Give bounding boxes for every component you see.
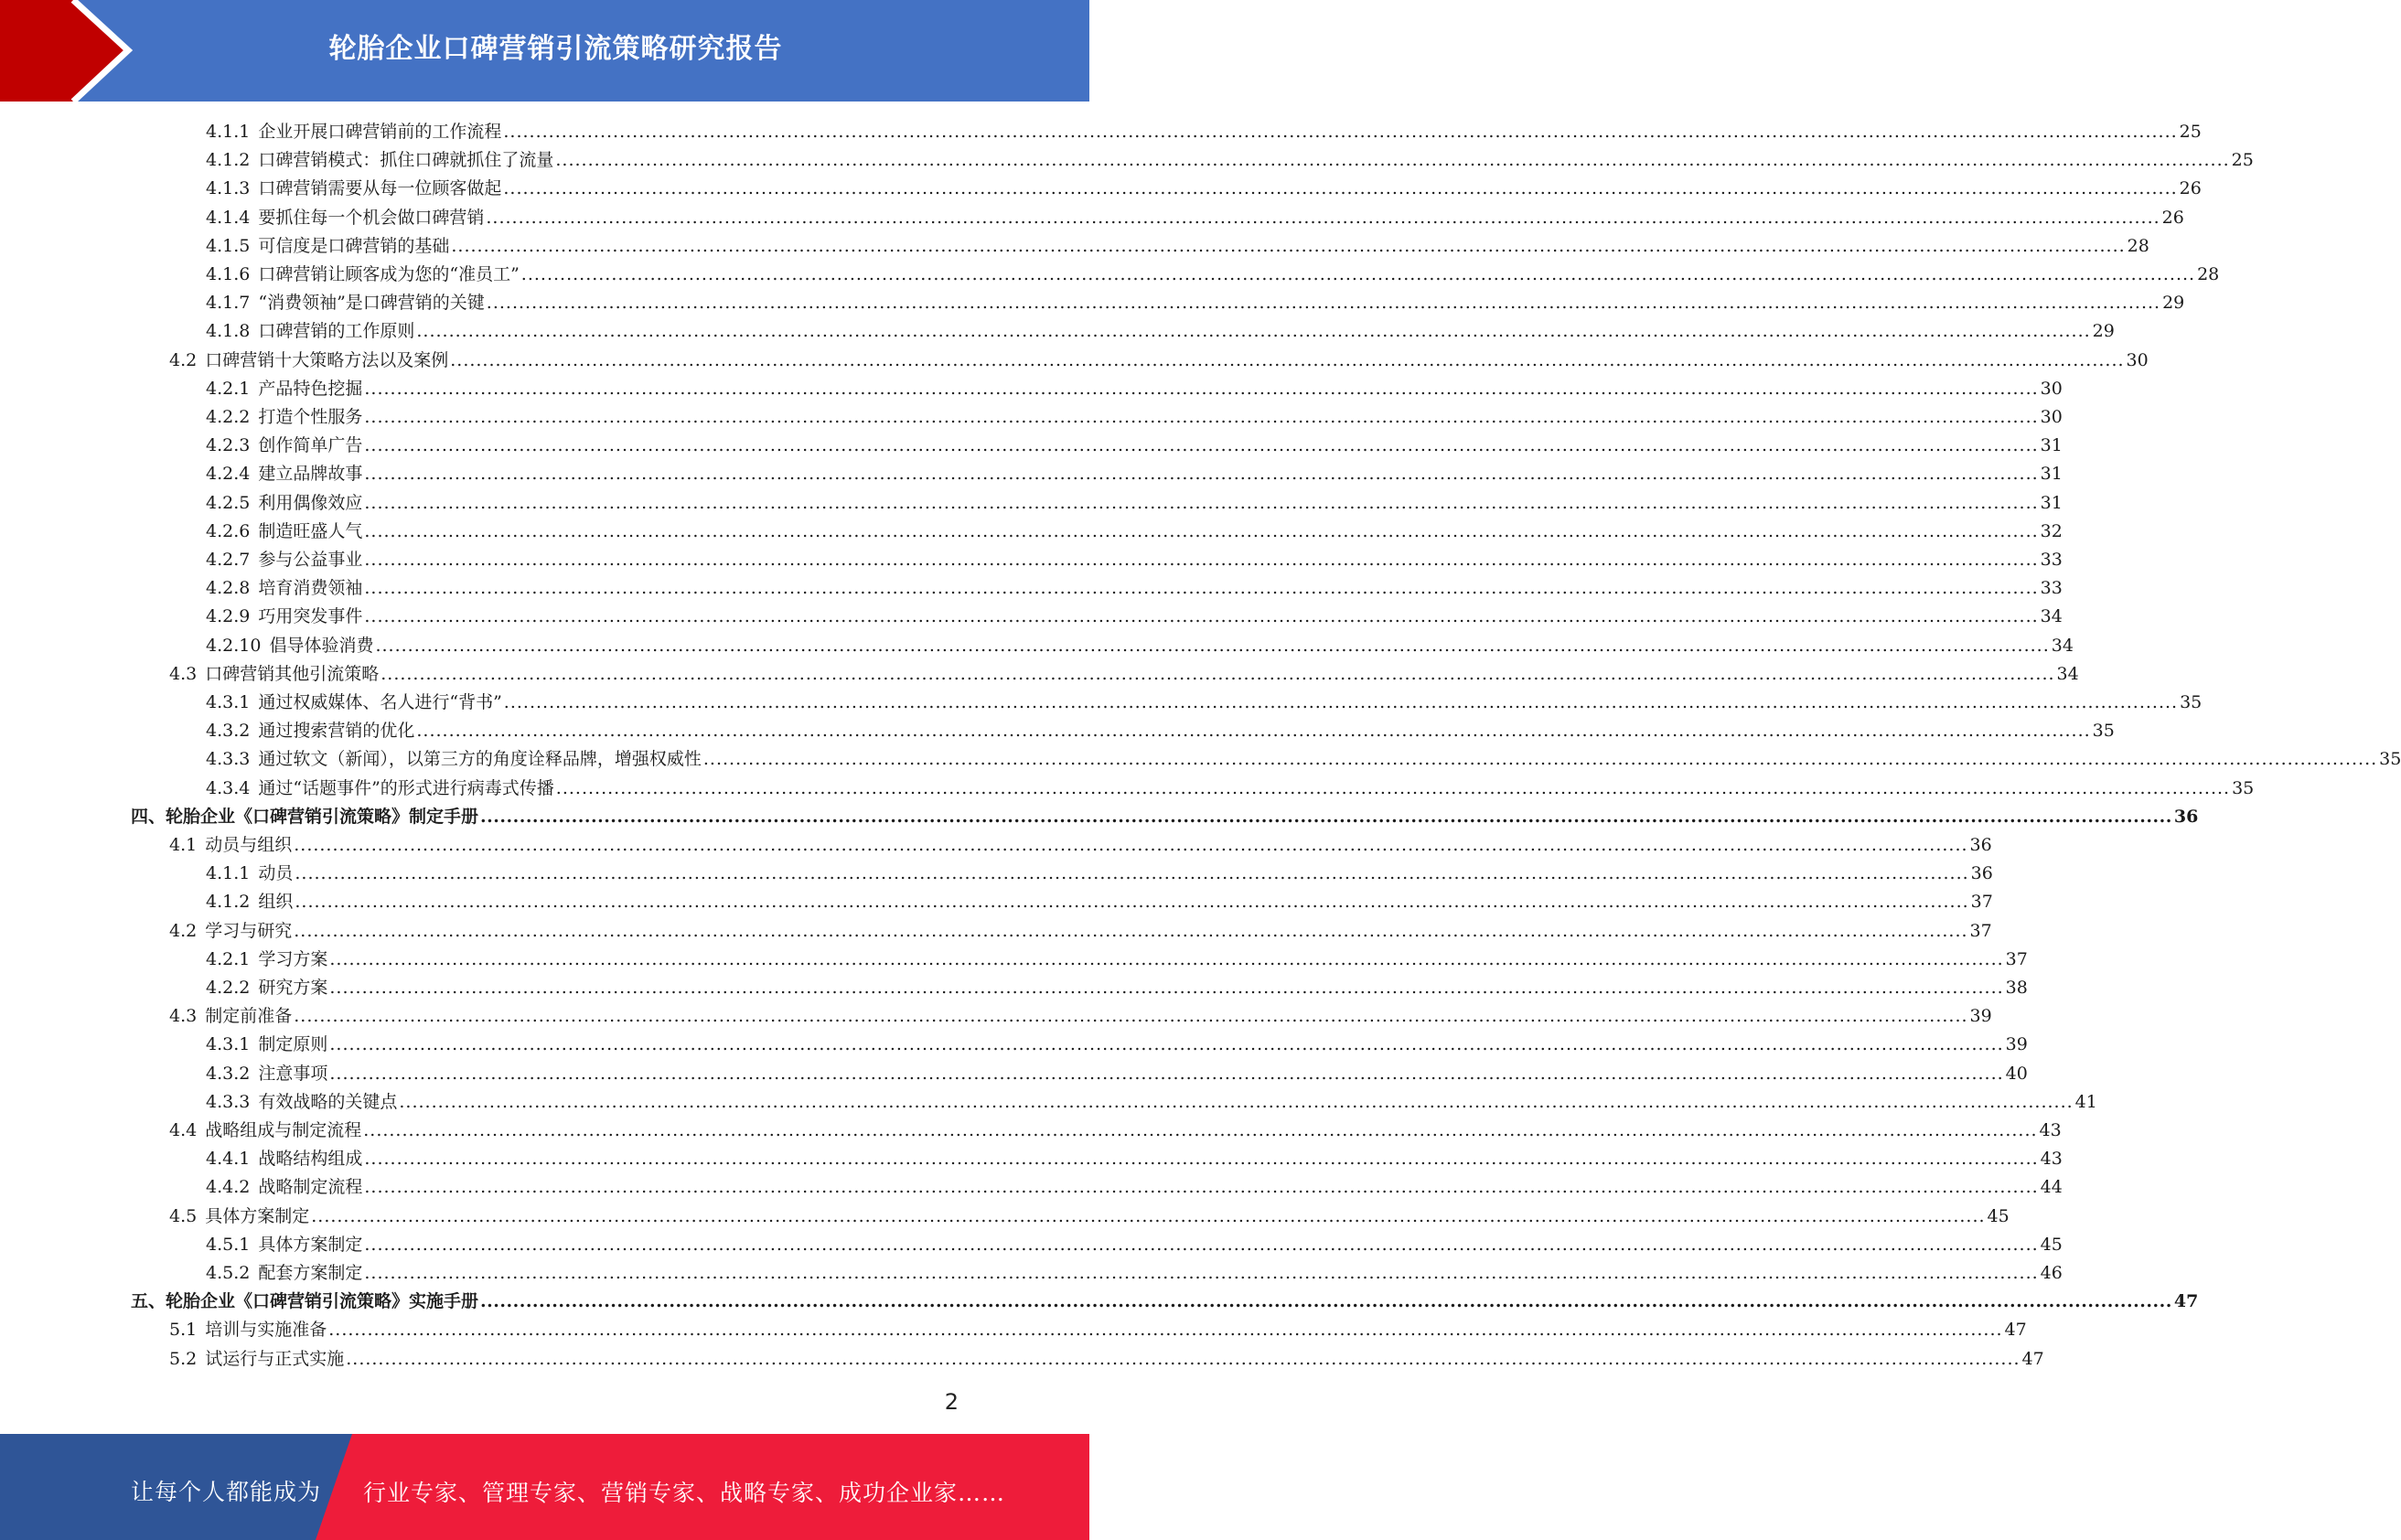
toc-entry[interactable] [206, 1228, 2063, 1256]
toc-entry-page: 31 [2040, 492, 2063, 513]
toc-entry-label: 战略制定流程 [258, 1177, 363, 1198]
toc-dot-leader: .................................................................................................................................................................................................................................................................... [329, 1063, 2004, 1084]
toc-entry-number: 5.2 [169, 1348, 198, 1369]
toc-dot-leader: .................................................................................................................................................................................................................................................................... [311, 1205, 1986, 1226]
toc-entry-label: 注意事项 [258, 1063, 328, 1084]
toc-entry-page: 25 [2179, 122, 2202, 142]
toc-entry-label: 四、轮胎企业《口碑营销引流策略》制定手册 [131, 806, 479, 827]
toc-entry[interactable] [206, 429, 2063, 456]
toc-entry-label: 企业开展口碑营销前的工作流程 [258, 122, 502, 142]
toc-entry-page: 35 [2180, 692, 2203, 712]
toc-entry-number: 5.1 [169, 1320, 198, 1341]
toc-entry-page: 46 [2040, 1263, 2063, 1283]
toc-entry-number: 4.2.3 [206, 435, 251, 456]
toc-entry-page: 47 [2173, 1291, 2199, 1312]
toc-dot-leader: .................................................................................................................................................................................................................................................................... [503, 122, 2178, 142]
toc-entry-number: 4.2.2 [206, 978, 251, 998]
toc-entry[interactable] [169, 1000, 1992, 1027]
toc-dot-leader: .................................................................................................................................................................................................................................................................... [294, 1006, 1968, 1027]
toc-entry[interactable] [206, 572, 2063, 599]
toc-dot-leader: .................................................................................................................................................................................................................................................................... [364, 407, 2039, 427]
toc-entry[interactable] [206, 1257, 2063, 1284]
toc-entry[interactable] [206, 1171, 2063, 1198]
toc-entry-number: 4.3.3 [206, 1091, 251, 1112]
toc-entry-label: 创作简单广告 [258, 435, 363, 456]
toc-entry-number: 4.3 [169, 663, 198, 684]
toc-entry-number: 4.3.1 [206, 692, 251, 712]
toc-entry[interactable] [206, 1142, 2063, 1170]
toc-dot-leader: .................................................................................................................................................................................................................................................................... [294, 835, 1968, 855]
toc-entry-label: 学习方案 [258, 948, 328, 969]
toc-entry[interactable] [206, 315, 2115, 342]
toc-entry-page: 43 [2039, 1120, 2062, 1140]
toc-entry-label: 战略结构组成 [258, 1149, 363, 1170]
toc-dot-leader: .................................................................................................................................................................................................................................................................... [416, 721, 2091, 742]
toc-entry-number: 4.2.6 [206, 520, 251, 541]
toc-dot-leader: .................................................................................................................................................................................................................................................................... [555, 150, 2230, 171]
toc-entry[interactable] [206, 401, 2063, 428]
toc-entry-label: 口碑营销需要从每一位顾客做起 [258, 178, 502, 199]
toc-dot-leader: .................................................................................................................................................................................................................................................................... [486, 293, 2161, 314]
toc-dot-leader: .................................................................................................................................................................................................................................................................... [329, 1034, 2004, 1055]
toc-entry[interactable] [169, 829, 1992, 856]
toc-entry-label: 配套方案制定 [258, 1263, 363, 1283]
toc-entry-number: 4.2.9 [206, 606, 251, 627]
toc-entry-page: 40 [2005, 1063, 2028, 1084]
toc-entry-label: 动员与组织 [205, 835, 293, 855]
toc-entry[interactable] [206, 772, 2255, 799]
toc-dot-leader: .................................................................................................................................................................................................................................................................... [364, 378, 2039, 399]
toc-entry-page: 30 [2126, 349, 2149, 370]
toc-entry-label: 产品特色挖掘 [258, 378, 363, 399]
toc-dot-leader: .................................................................................................................................................................................................................................................................... [486, 207, 2160, 228]
toc-dot-leader: .................................................................................................................................................................................................................................................................... [364, 550, 2039, 570]
toc-entry-label: 动员 [258, 863, 294, 884]
toc-dot-leader: .................................................................................................................................................................................................................................................................... [520, 264, 2196, 284]
toc-entry-page: 43 [2040, 1149, 2063, 1170]
toc-entry[interactable] [131, 800, 2199, 828]
toc-entry[interactable] [206, 971, 2028, 999]
toc-dot-leader: .................................................................................................................................................................................................................................................................... [364, 578, 2039, 599]
toc-entry[interactable] [131, 1285, 2199, 1312]
toc-dot-leader: .................................................................................................................................................................................................................................................................... [503, 692, 2179, 712]
toc-entry[interactable] [206, 372, 2063, 400]
toc-entry-page: 39 [1969, 1006, 1992, 1027]
toc-entry-page: 30 [2040, 378, 2063, 399]
toc-entry-label: 制定前准备 [205, 1006, 293, 1027]
toc-entry-label: 参与公益事业 [258, 550, 363, 570]
toc-entry-page: 47 [2021, 1348, 2044, 1369]
toc-dot-leader: .................................................................................................................................................................................................................................................................... [364, 520, 2039, 541]
toc-entry-number: 4.2.4 [206, 464, 251, 485]
toc-entry-page: 33 [2040, 550, 2063, 570]
toc-entry[interactable] [206, 115, 2202, 143]
toc-entry-label: 有效战略的关键点 [258, 1091, 398, 1112]
toc-entry-number: 4.3.2 [206, 721, 251, 742]
toc-entry-number: 4.1.4 [206, 207, 251, 228]
toc-entry[interactable] [206, 201, 2184, 229]
toc-dot-leader: .................................................................................................................................................................................................................................................................... [364, 1263, 2039, 1283]
toc-entry[interactable] [206, 1057, 2028, 1085]
toc-entry-number: 4.2.1 [206, 378, 251, 399]
toc-entry-number: 4.1.1 [206, 863, 251, 884]
toc-entry-number: 4.2.2 [206, 407, 251, 427]
toc-entry-page: 26 [2179, 178, 2202, 199]
toc-entry-label: 培育消费领袖 [258, 578, 363, 599]
toc-entry[interactable] [169, 1313, 2027, 1341]
toc-entry[interactable] [169, 1200, 2010, 1227]
page-number: 2 [944, 1389, 959, 1415]
toc-dot-leader: .................................................................................................................................................................................................................................................................... [346, 1348, 2020, 1369]
toc-entry-page: 35 [2379, 749, 2401, 770]
toc-entry-label: 学习与研究 [205, 920, 293, 941]
toc-entry-label: “消费领袖”是口碑营销的关键 [258, 293, 485, 314]
toc-entry-page: 32 [2040, 520, 2063, 541]
toc-entry-page: 31 [2040, 464, 2063, 485]
toc-entry-number: 4.5.1 [206, 1234, 251, 1255]
footer-slogan-left: 让每个人都能成为 [131, 1479, 322, 1505]
toc-entry-label: 战略组成与制定流程 [205, 1120, 362, 1140]
toc-entry-number: 4.3 [169, 1006, 198, 1027]
toc-entry-page: 28 [2197, 264, 2220, 284]
toc-entry-number: 4.1.5 [206, 235, 251, 256]
toc-entry[interactable] [169, 1342, 2044, 1370]
toc-entry-page: 31 [2040, 435, 2063, 456]
toc-dot-leader: .................................................................................................................................................................................................................................................................... [480, 1291, 2172, 1312]
report-title: 轮胎企业口碑营销引流策略研究报告 [328, 33, 783, 65]
toc-entry[interactable] [206, 1028, 2028, 1055]
toc-entry-number: 4.2.10 [206, 635, 262, 656]
toc-dot-leader: .................................................................................................................................................................................................................................................................... [364, 492, 2039, 513]
toc-dot-leader: .................................................................................................................................................................................................................................................................... [294, 920, 1968, 941]
toc-entry-number: 4.1.7 [206, 293, 251, 314]
toc-entry[interactable] [206, 515, 2063, 542]
page-header [0, 0, 1089, 102]
toc-entry-label: 五、轮胎企业《口碑营销引流策略》实施手册 [131, 1291, 479, 1312]
toc-dot-leader: .................................................................................................................................................................................................................................................................... [450, 349, 2125, 370]
toc-entry[interactable] [206, 1085, 2097, 1113]
toc-entry-label: 研究方案 [258, 978, 328, 998]
toc-entry-page: 26 [2161, 207, 2184, 228]
toc-entry-number: 4.3.2 [206, 1063, 251, 1084]
toc-entry-number: 4.1.8 [206, 321, 251, 342]
toc-dot-leader: .................................................................................................................................................................................................................................................................... [555, 777, 2231, 798]
toc-entry-number: 4.2 [169, 349, 198, 370]
toc-entry-page: 39 [2005, 1034, 2028, 1055]
toc-entry-page: 35 [2232, 777, 2255, 798]
toc-entry-page: 33 [2040, 578, 2063, 599]
toc-dot-leader: .................................................................................................................................................................................................................................................................... [328, 1320, 2003, 1341]
toc-entry[interactable] [206, 230, 2149, 257]
toc-entry[interactable] [206, 857, 1993, 884]
toc-entry[interactable] [206, 743, 2401, 770]
toc-entry-number: 4.1.2 [206, 892, 251, 913]
toc-dot-leader: .................................................................................................................................................................................................................................................................... [702, 749, 2378, 770]
toc-dot-leader: .................................................................................................................................................................................................................................................................... [295, 863, 1969, 884]
toc-entry-page: 36 [1970, 863, 1993, 884]
toc-dot-leader: .................................................................................................................................................................................................................................................................... [295, 892, 1969, 913]
toc-entry-label: 口碑营销的工作原则 [258, 321, 415, 342]
toc-entry-number: 4.4.1 [206, 1149, 251, 1170]
toc-entry[interactable] [206, 172, 2202, 199]
toc-entry[interactable] [206, 457, 2063, 485]
toc-entry-number: 4.5 [169, 1205, 198, 1226]
toc-entry-number: 4.1 [169, 835, 198, 855]
toc-dot-leader: .................................................................................................................................................................................................................................................................... [364, 1234, 2039, 1255]
toc-entry-label: 口碑营销十大策略方法以及案例 [205, 349, 449, 370]
toc-entry-label: 要抓住每一个机会做口碑营销 [258, 207, 485, 228]
toc-entry-number: 4.3.1 [206, 1034, 251, 1055]
toc-dot-leader: .................................................................................................................................................................................................................................................................... [363, 1120, 2038, 1140]
toc-entry-number: 4.3.3 [206, 749, 251, 770]
toc-dot-leader: .................................................................................................................................................................................................................................................................... [503, 178, 2178, 199]
toc-entry-number: 4.4.2 [206, 1177, 251, 1198]
toc-entry-label: 培训与实施准备 [205, 1320, 327, 1341]
toc-entry[interactable] [169, 1114, 2062, 1141]
toc-entry-label: 具体方案制定 [258, 1234, 363, 1255]
toc-entry-number: 4.1.2 [206, 150, 251, 171]
toc-entry-label: 具体方案制定 [205, 1205, 310, 1226]
toc-entry-label: 试运行与正式实施 [205, 1348, 345, 1369]
toc-entry-label: 通过搜索营销的优化 [258, 721, 415, 742]
toc-entry-page: 45 [1987, 1205, 2010, 1226]
toc-entry-label: 组织 [258, 892, 294, 913]
toc-entry-label: 打造个性服务 [258, 407, 363, 427]
toc-entry-number: 4.4 [169, 1120, 198, 1140]
toc-dot-leader: .................................................................................................................................................................................................................................................................... [329, 978, 2004, 998]
toc-entry[interactable] [206, 885, 1993, 913]
toc-entry-page: 38 [2005, 978, 2028, 998]
toc-entry-number: 4.2 [169, 920, 198, 941]
toc-dot-leader: .................................................................................................................................................................................................................................................................... [364, 435, 2039, 456]
toc-entry-label: 可信度是口碑营销的基础 [258, 235, 450, 256]
toc-entry-page: 47 [2004, 1320, 2027, 1341]
toc-entry-label: 口碑营销让顾客成为您的“准员工” [258, 264, 520, 284]
toc-dot-leader: .................................................................................................................................................................................................................................................................... [375, 635, 2050, 656]
toc-entry-number: 4.1.1 [206, 122, 251, 142]
toc-dot-leader: .................................................................................................................................................................................................................................................................... [416, 321, 2091, 342]
toc-entry-label: 建立品牌故事 [258, 464, 363, 485]
toc-entry[interactable] [206, 686, 2203, 713]
toc-entry-label: 制造旺盛人气 [258, 520, 363, 541]
toc-entry-page: 45 [2040, 1234, 2063, 1255]
toc-entry-page: 29 [2162, 293, 2185, 314]
toc-entry[interactable] [206, 487, 2063, 514]
toc-entry-label: 倡导体验消费 [269, 635, 374, 656]
toc-entry-page: 30 [2040, 407, 2063, 427]
toc-entry-label: 口碑营销模式：抓住口碑就抓住了流量 [258, 150, 554, 171]
toc-entry-number: 4.1.3 [206, 178, 251, 199]
toc-entry-page: 34 [2056, 663, 2079, 684]
toc-entry-number: 4.1.6 [206, 264, 251, 284]
toc-entry-page: 37 [1970, 892, 1993, 913]
toc-entry-label: 巧用突发事件 [258, 606, 363, 627]
toc-entry-page: 37 [2005, 948, 2028, 969]
toc-entry-number: 4.2.1 [206, 948, 251, 969]
toc-entry-label: 通过权威媒体、名人进行“背书” [258, 692, 502, 712]
toc-entry-page: 29 [2092, 321, 2115, 342]
toc-entry-number: 4.2.8 [206, 578, 251, 599]
toc-entry-page: 25 [2231, 150, 2254, 171]
toc-dot-leader: .................................................................................................................................................................................................................................................................... [364, 464, 2039, 485]
footer-slogan-right: 行业专家、管理专家、营销专家、战略专家、成功企业家…… [363, 1480, 1006, 1506]
toc-entry[interactable] [169, 914, 1992, 942]
toc-entry-page: 36 [2173, 806, 2199, 827]
toc-entry-page: 34 [2040, 606, 2063, 627]
toc-entry-page: 36 [1969, 835, 1992, 855]
toc-dot-leader: .................................................................................................................................................................................................................................................................... [480, 806, 2172, 827]
toc-entry[interactable] [206, 943, 2028, 970]
toc-entry-number: 4.2.5 [206, 492, 251, 513]
toc-entry-label: 利用偶像效应 [258, 492, 363, 513]
toc-dot-leader: .................................................................................................................................................................................................................................................................... [399, 1091, 2074, 1112]
toc-entry[interactable] [206, 600, 2063, 627]
toc-entry[interactable] [206, 543, 2063, 571]
toc-entry[interactable] [206, 629, 2074, 657]
toc-dot-leader: .................................................................................................................................................................................................................................................................... [364, 606, 2039, 627]
toc-entry-number: 4.5.2 [206, 1263, 251, 1283]
toc-dot-leader: .................................................................................................................................................................................................................................................................... [364, 1149, 2039, 1170]
toc-entry-number: 4.3.4 [206, 777, 251, 798]
toc-dot-leader: .................................................................................................................................................................................................................................................................... [364, 1177, 2039, 1198]
toc-entry[interactable] [169, 658, 2079, 685]
toc-entry-page: 44 [2040, 1177, 2063, 1198]
toc-dot-leader: .................................................................................................................................................................................................................................................................... [381, 663, 2055, 684]
toc-entry-label: 通过“话题事件”的形式进行病毒式传播 [258, 777, 554, 798]
toc-entry-label: 口碑营销其他引流策略 [205, 663, 380, 684]
toc-entry-page: 28 [2127, 235, 2149, 256]
toc-entry-label: 制定原则 [258, 1034, 328, 1055]
toc-entry[interactable] [169, 344, 2149, 371]
toc-entry[interactable] [206, 714, 2115, 742]
toc-entry-page: 41 [2074, 1091, 2097, 1112]
toc-entry-label: 通过软文（新闻），以第三方的角度诠释品牌，增强权威性 [258, 749, 702, 770]
toc-entry[interactable] [206, 286, 2185, 314]
toc-dot-leader: .................................................................................................................................................................................................................................................................... [329, 948, 2004, 969]
toc-entry-page: 34 [2051, 635, 2074, 656]
page-footer [0, 1434, 1089, 1540]
toc-entry-page: 37 [1969, 920, 1992, 941]
toc-entry[interactable] [206, 144, 2254, 171]
toc-dot-leader: .................................................................................................................................................................................................................................................................... [451, 235, 2126, 256]
toc-entry-page: 35 [2092, 721, 2115, 742]
toc-entry-number: 4.2.7 [206, 550, 251, 570]
toc-entry[interactable] [206, 258, 2220, 285]
